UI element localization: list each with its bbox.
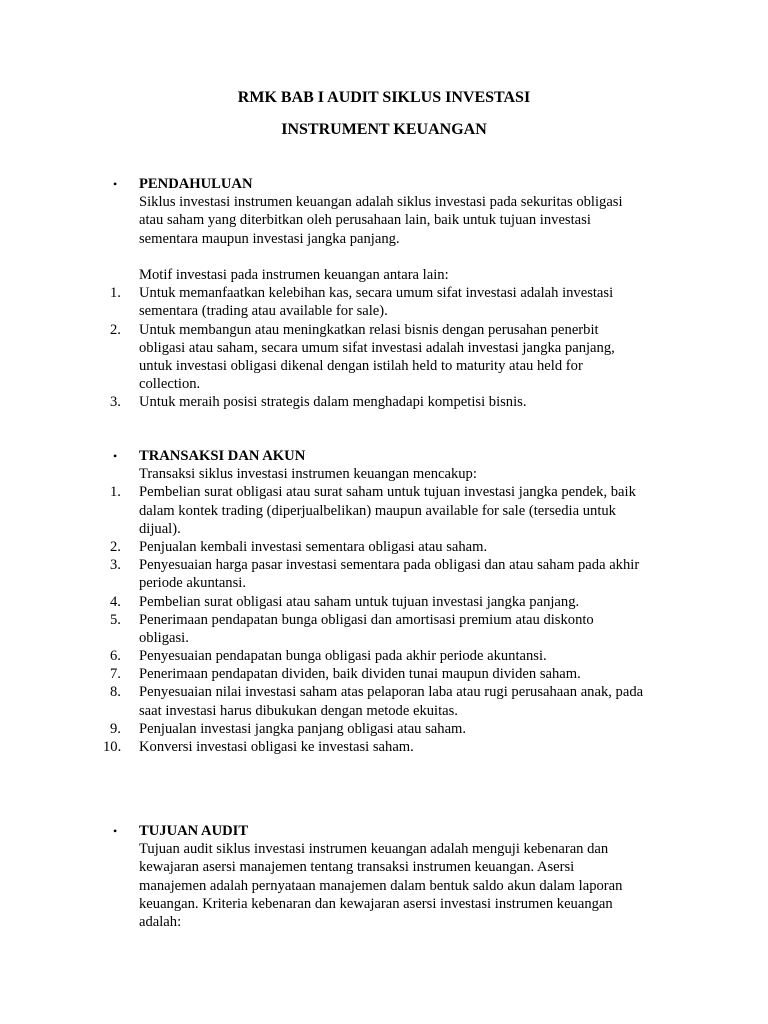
list-item — [0, 556, 768, 574]
list-item — [0, 593, 768, 611]
list-number: 7. — [110, 666, 121, 683]
bullet-icon: • — [113, 177, 118, 191]
section-heading: TUJUAN AUDIT — [139, 823, 249, 839]
list-item-line: Penyesuaian harga pasar investasi sementara pada obligasi dan atau saham pada akhir — [139, 557, 640, 574]
paragraph-line: sementara maupun investasi jangka panjang. — [139, 230, 400, 247]
list-number: 4. — [110, 593, 121, 610]
list-item-line: dijual). — [139, 520, 181, 537]
list-item-line: Penerimaan pendapatan dividen, baik dividen tunai maupun dividen saham. — [139, 666, 581, 683]
list-item-line: Penjualan investasi jangka panjang obligasi atau saham. — [139, 720, 467, 737]
paragraph-line: atau saham yang diterbitkan oleh perusahaan lain, baik untuk tujuan investasi — [139, 212, 591, 229]
paragraph-line: Siklus investasi instrumen keuangan adalah siklus investasi pada sekuritas obligasi — [139, 194, 623, 211]
list-number: 3. — [110, 394, 121, 411]
list-item-line: Pembelian surat obligasi atau saham untuk tujuan investasi jangka panjang. — [139, 593, 580, 610]
list-item-line: obligasi. — [139, 629, 189, 646]
list-item-line: obligasi atau saham, secara umum sifat investasi adalah investasi jangka panjang, — [139, 339, 615, 356]
list-item-line: dalam kontek trading (diperjualbelikan) maupun available for sale (tersedia untuk — [139, 502, 616, 519]
list-item-line: Untuk meraih posisi strategis dalam menghadapi kompetisi bisnis. — [139, 394, 527, 411]
list-item-line: Penyesuaian nilai investasi saham atas pelaporan laba atau rugi perusahaan anak, pada — [139, 684, 644, 701]
list-number: 1. — [110, 285, 121, 302]
list-item-line: Untuk membangun atau meningkatkan relasi bisnis dengan perusahan penerbit — [139, 321, 599, 338]
list-number: 1. — [110, 484, 121, 501]
list-item — [0, 738, 768, 756]
list-item — [0, 393, 768, 411]
bullet-icon: • — [113, 449, 118, 463]
document-title-line-1: RMK BAB I AUDIT SIKLUS INVESTASI — [237, 89, 531, 106]
paragraph-line: manajemen adalah pernyataan manajemen dalam bentuk saldo akun dalam laporan — [139, 877, 623, 894]
list-item-line: Penerimaan pendapatan bunga obligasi dan amortisasi premium atau diskonto — [139, 611, 594, 628]
list-item-line: periode akuntansi. — [139, 575, 246, 592]
list-item — [0, 321, 768, 339]
list-item — [0, 538, 768, 556]
paragraph-line: Transaksi siklus investasi instrumen keuangan mencakup: — [139, 466, 477, 483]
list-number: 9. — [110, 720, 121, 737]
section-heading: TRANSAKSI DAN AKUN — [139, 448, 306, 464]
list-item-line: untuk investasi obligasi dikenal dengan istilah held to maturity atau held for — [139, 357, 583, 374]
paragraph-line: adalah: — [139, 913, 182, 930]
bullet-icon: • — [113, 824, 118, 838]
list-item — [0, 284, 768, 302]
list-item-line: saat investasi harus dibukukan dengan metode ekuitas. — [139, 702, 458, 719]
list-number: 2. — [110, 538, 121, 555]
list-item — [0, 483, 768, 501]
list-item-line: Penyesuaian pendapatan bunga obligasi pada akhir periode akuntansi. — [139, 648, 547, 665]
section-pendahuluan — [0, 175, 768, 411]
paragraph-line: Motif investasi pada instrumen keuangan antara lain: — [139, 266, 449, 283]
list-number: 10. — [103, 739, 122, 755]
section-tujuan-audit — [0, 822, 768, 931]
list-number: 2. — [110, 321, 121, 338]
list-item — [0, 683, 768, 701]
list-item — [0, 647, 768, 665]
list-item-line: Konversi investasi obligasi ke investasi saham. — [139, 739, 414, 755]
paragraph-line: keuangan. Kriteria kebenaran dan kewajaran asersi investasi instrumen keuangan — [139, 895, 613, 912]
list-item-line: Penjualan kembali investasi sementara obligasi atau saham. — [139, 538, 488, 555]
section-transaksi-dan-akun — [0, 447, 768, 756]
list-item-line: collection. — [139, 376, 201, 393]
list-item-line: sementara (trading atau available for sale). — [139, 303, 388, 320]
list-number: 8. — [110, 684, 121, 701]
list-item — [0, 720, 768, 738]
list-item — [0, 665, 768, 683]
list-item-line: Pembelian surat obligasi atau surat saham untuk tujuan investasi jangka pendek, baik — [139, 484, 636, 501]
list-item-line: Untuk memanfaatkan kelebihan kas, secara umum sifat investasi adalah investasi — [139, 285, 614, 302]
list-number: 6. — [110, 648, 121, 665]
paragraph-line: Tujuan audit siklus investasi instrumen keuangan adalah menguji kebenaran dan — [139, 841, 609, 858]
list-item — [0, 611, 768, 629]
list-number: 3. — [110, 557, 121, 574]
document-title-line-2: INSTRUMENT KEUANGAN — [281, 121, 487, 138]
list-number: 5. — [110, 611, 121, 628]
paragraph-line: kewajaran asersi manajemen tentang transaksi instrumen keuangan. Asersi — [139, 859, 575, 876]
section-heading: PENDAHULUAN — [139, 176, 253, 192]
